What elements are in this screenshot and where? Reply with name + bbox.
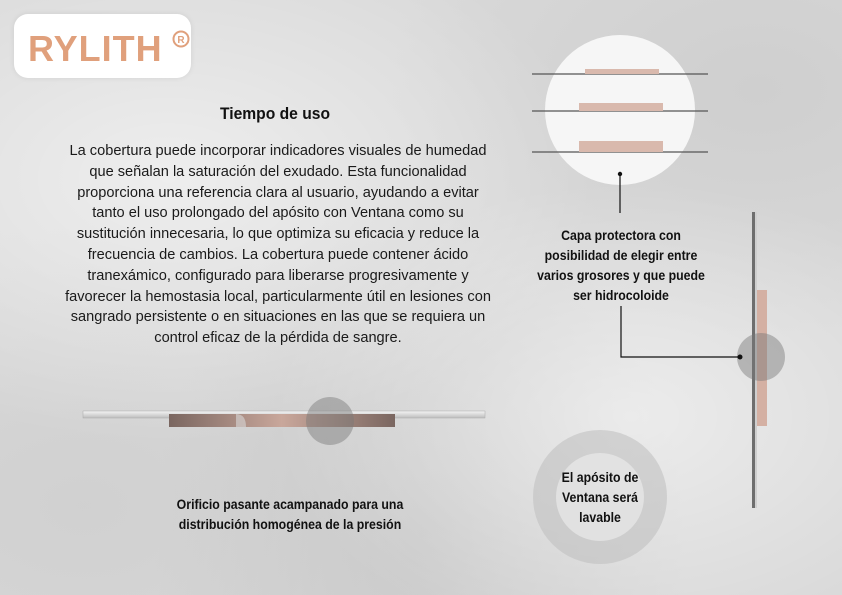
through-hole-caption: Orificio pasante acampanado para una distribución homogénea de la presión [176, 496, 404, 532]
thickness-options-diagram [532, 35, 708, 185]
washable-caption: El apósito de Ventana será lavable [561, 469, 639, 525]
protective-layer-caption: Capa protectora con posibilidad de elegir entre varios grosores y que puede ser hidrocoloide [537, 227, 705, 303]
medium-layer-option [579, 103, 663, 111]
vertical-cross-section [737, 212, 785, 508]
thin-layer-option [585, 69, 659, 74]
thick-layer-option [579, 141, 663, 152]
hole-highlight [737, 333, 785, 381]
brand-logo-text: RYLITH [28, 28, 163, 69]
section-paragraph: La cobertura puede incorporar indicadores visuales de humedad que señalan la saturación del exudado. Esta funcionalidad proporciona una referencia clara al usuario, ayudando a evitar tanto el uso prolongado del apósito con Ventana como su sustitución innecesaria, lo que optimiza su eficacia y reduce la frecuencia de cambios. La cobertura puede contener ácido tranexámico, configurado para liberarse progresivamente y favorecer la hemostasia local, particularmente útil en lesiones con sangrado persistente o en situaciones en las que se requiera un control eficaz de la pérdida de sangre. [65, 143, 491, 347]
section-heading: Tiempo de uso [219, 104, 331, 123]
leader-dot [618, 172, 622, 176]
through-hole-highlight [306, 397, 354, 445]
horizontal-cross-section [83, 397, 485, 445]
svg-text:R: R [177, 35, 185, 46]
